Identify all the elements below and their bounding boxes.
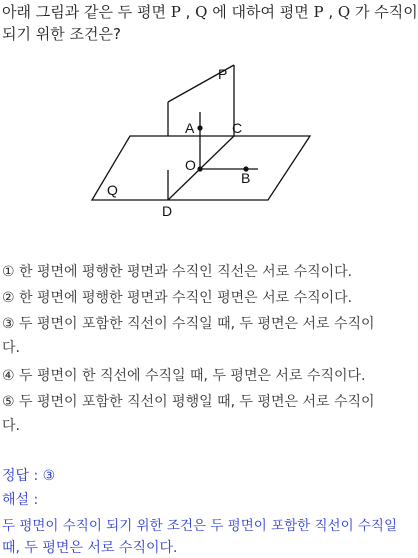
- label-d: D: [162, 203, 173, 219]
- label-a: A: [185, 120, 195, 136]
- answer-label: 정답 : ③: [2, 468, 56, 484]
- explanation-line-1: 두 평면이 수직이 되기 위한 조건은 두 평면이 포함한 직선이 수직일: [2, 518, 398, 534]
- plane-q-label: Q: [337, 3, 351, 21]
- separator: ,: [323, 3, 338, 21]
- separator: ,: [180, 3, 196, 21]
- label-o: O: [185, 157, 196, 173]
- label-p: P: [218, 66, 228, 82]
- question-line-2: 되기 위한 조건은?: [2, 25, 121, 43]
- question-text: 아래 그림과 같은 두 평면: [2, 3, 171, 21]
- option-2: ② 한 평면에 평행한 평면과 수직인 평면은 서로 수직이다.: [2, 290, 353, 306]
- plane-p-label: P: [313, 3, 324, 21]
- plane-p-label: P: [170, 3, 181, 21]
- option-1: ① 한 평면에 평행한 평면과 수직인 직선은 서로 수직이다.: [2, 264, 353, 280]
- label-q: Q: [107, 182, 118, 198]
- explanation-line-2: 때, 두 평면은 서로 수직이다.: [2, 540, 178, 556]
- explanation-label: 해설 :: [2, 492, 39, 508]
- option-3: ③ 두 평면이 포함한 직선이 수직일 때, 두 평면은 서로 수직이: [2, 316, 375, 332]
- option-5: ⑤ 두 평면이 포함한 직선이 평행일 때, 두 평면은 서로 수직이: [2, 394, 375, 410]
- question-text: 가 수직이: [350, 3, 418, 21]
- label-b: B: [241, 170, 251, 186]
- plane-q-label: Q: [195, 3, 208, 21]
- point-o: [197, 166, 202, 171]
- question-line-1: [2, 2, 418, 22]
- option-3-cont: 다.: [2, 340, 20, 356]
- question-text: 에 대하여 평면: [207, 3, 314, 21]
- label-c: C: [232, 120, 243, 136]
- point-a: [197, 125, 202, 130]
- option-4: ④ 두 평면이 한 직선에 수직일 때, 두 평면은 서로 수직이다.: [2, 368, 366, 384]
- geometry-figure: [0, 50, 400, 225]
- option-5-cont: 다.: [2, 418, 20, 434]
